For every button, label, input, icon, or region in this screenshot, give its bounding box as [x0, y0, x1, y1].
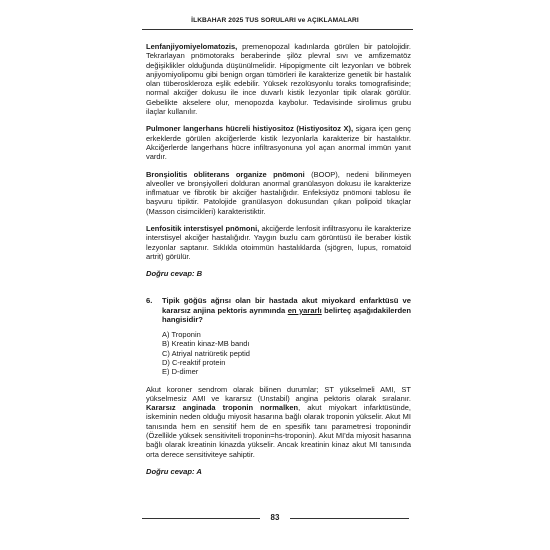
option-letter: C)	[162, 348, 170, 358]
term-lip: Lenfositik interstisyel pnömoni,	[146, 224, 260, 234]
option-c	[162, 349, 411, 358]
question-text-end: belirteç aşağıdakilerden hangisidir?	[162, 305, 411, 325]
paragraph-plch	[146, 124, 411, 161]
question-emphasis: en yararlı	[287, 305, 322, 315]
question-text-start: Tipik göğüs ağrısı olan bir hastada akut miyokard enfarktüsü ve kararsız anjina pektoris ayrımında	[162, 296, 411, 315]
option-letter: D)	[162, 357, 170, 367]
question-6	[146, 296, 411, 325]
option-letter: E)	[162, 367, 170, 377]
explanation	[146, 385, 411, 459]
page-content	[146, 42, 411, 494]
option-text: C-reaktif protein	[172, 357, 226, 367]
text-plch: sigara içen genç erkeklerde görülen akciğerlerde kistik lezyonlarla karakterize bir hastalıktır. Akciğerlerde langerhans hücre infiltrasyonuna yol açan anormal immün yanıt vardır.	[146, 124, 411, 162]
page-number: 83	[270, 513, 280, 522]
option-text: Atriyal natriüretik peptid	[171, 348, 250, 358]
term-boop: Bronşiolitis obliterans organize pnömoni	[146, 169, 305, 179]
option-text: Kreatin kinaz-MB bandı	[171, 339, 250, 349]
question-text	[162, 296, 411, 325]
explanation-key-point: Kararsız anginada troponin normalken	[146, 403, 299, 413]
text-lam: premenopozal kadınlarda görülen bir patolojidir. Tekrarlayan pnömotoraks beraberinde şilöz plevral sıvı ve amfizematöz değişiklikler olduğunda düşünülmelidir. Hipopigmente cilt lezyonları ve böbrek anjiyomiyolipomu gibi benign organ tümörleri ile karakterize genetik bir hastalık olan tüberoskleroza eşlik edebilir. Yüksek rezolüsyonlu toraks tomografisinde; normal akciğer dokusu ile ince duvarlı kistik lezyonlar tipik olarak görülür. Gebelikte akselere olur, menopozda kaybolur. Tedavisinde sirolimus grubu ilaçlar kullanılır.	[146, 42, 411, 117]
explanation-intro: Akut koroner sendrom olarak bilinen durumlar; ST yükselmeli AMI, ST yükselmesiz AMI ve kararsız (Unstabil) angina pektoris olarak sıralanır.	[146, 384, 411, 403]
term-lam: Lenfanjiyomiyelomatozis,	[146, 42, 238, 51]
option-text: Troponin	[171, 330, 201, 340]
answer-current: Doğru cevap: A	[146, 466, 202, 476]
paragraph-lam	[146, 42, 411, 116]
term-plch: Pulmoner langerhans hücreli histiyositoz (Histiyositoz X),	[146, 124, 354, 134]
question-number: 6.	[146, 296, 153, 306]
option-text: D-dimer	[171, 367, 199, 377]
text-boop: (BOOP), nedeni bilinmeyen alveoller ve bronşiyolleri dolduran anormal granülasyon dokusu ile karakterize inflmatuar ve fibrotik bir akciğer hastalığıdır. Enfeksiyöz pnömoni tablosu ile başvuru tipiktir. Patolojide granülasyon dokusundan çıkan polipoid tıkaçlar (Masson cisimcikleri) karakteristiktir.	[146, 169, 411, 216]
paragraph-boop	[146, 170, 411, 216]
explanation-rest: , akut miyokart infarktüsünde, iskeminin neden olduğu miyosit hasarına bağlı olarak troponin yükselir. Akut MI tanısında hem en sensitif hem de en spesifik tanı parametresi troponindir (Özellikle yüksek sensitiviteli troponin=hs-troponin). Akut MI'da miyosit hasarına bağlı olarak kreatinin kinazda yükselir. Ancak kreatinin kinaz akut MI tanısında orta derece sensitiviteye sahiptir.	[146, 403, 412, 459]
option-e	[162, 367, 411, 376]
answer-previous: Doğru cevap: B	[146, 269, 203, 279]
option-letter: B)	[162, 339, 170, 349]
option-d	[162, 358, 411, 367]
option-b	[162, 339, 411, 348]
footer-rule-left	[142, 518, 260, 519]
options-list	[162, 330, 411, 376]
running-header: İLKBAHAR 2025 TUS SORULARI ve AÇIKLAMALARI	[191, 17, 359, 24]
text-lip: akciğerde lenfosit infiltrasyonu ile karakterize interstisyel akciğer hastalığıdır. Yaygın buzlu cam görüntüsü ile beraber kistik lezyonlar saptanır. Sıklıkla otoimmün hastalıklarda (sjögren, lupus, romatoid artrit) görülür.	[146, 224, 411, 261]
paragraph-lip	[146, 224, 411, 261]
footer-rule-right	[290, 518, 409, 519]
header-rule	[142, 29, 413, 30]
option-a	[162, 330, 411, 339]
option-letter: A)	[162, 330, 170, 340]
